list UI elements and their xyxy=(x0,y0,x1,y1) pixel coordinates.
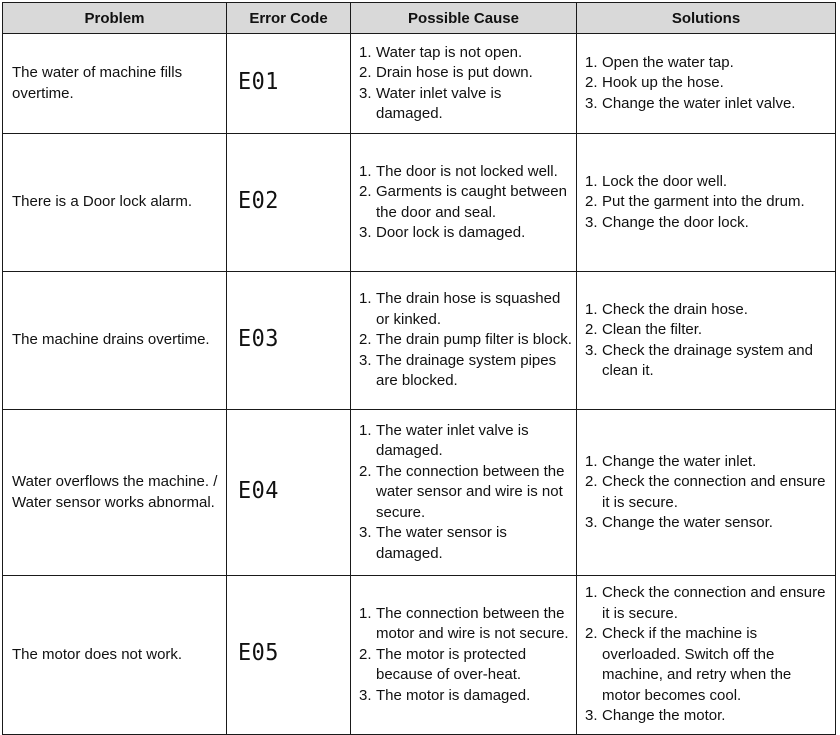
cause-cell xyxy=(351,34,577,134)
list-item: 3. Change the water inlet valve. xyxy=(585,94,796,112)
solution-cell xyxy=(577,410,836,576)
error-code-display: E03 xyxy=(238,325,279,352)
error-code-cell xyxy=(227,34,351,134)
cause-list xyxy=(359,289,572,392)
solution-list xyxy=(585,172,831,234)
list-item: 3. The motor is damaged. xyxy=(359,686,531,704)
cause-cell xyxy=(351,410,577,576)
list-item: 1. Check the drain hose. xyxy=(585,300,748,318)
solution-cell xyxy=(577,576,836,735)
list-item: 2. The motor is protected because of over-heat. xyxy=(359,645,527,684)
error-code-cell xyxy=(227,272,351,410)
list-item: 3. Change the door lock. xyxy=(585,213,749,231)
error-code-display: E04 xyxy=(238,477,279,504)
list-item: 2. The connection between the water sensor and wire is not secure. xyxy=(359,462,565,521)
list-item: 2. Clean the filter. xyxy=(585,321,703,338)
solution-list xyxy=(585,300,831,382)
list-item: 1. Lock the door well. xyxy=(585,172,728,190)
cause-list xyxy=(359,162,572,244)
table-row xyxy=(3,134,836,272)
error-code-display: E01 xyxy=(238,68,279,95)
list-item: 2. Drain hose is put down. xyxy=(359,64,533,81)
list-item: 1. Water tap is not open. xyxy=(359,43,523,61)
cause-cell xyxy=(351,576,577,735)
problem-cell: The machine drains overtime. xyxy=(3,272,227,410)
table-row xyxy=(3,34,836,134)
list-item: 1. The drain hose is squashed or kinked. xyxy=(359,290,561,328)
header-row xyxy=(3,3,836,34)
list-item: 1. The water inlet valve is damaged. xyxy=(359,421,529,460)
error-code-cell xyxy=(227,134,351,272)
list-item: 1. The door is not locked well. xyxy=(359,162,558,180)
table-row xyxy=(3,410,836,576)
error-code-cell xyxy=(227,576,351,735)
list-item: 1. The connection between the motor and wire is not secure. xyxy=(359,604,569,643)
cause-list xyxy=(359,604,572,707)
problem-cell: The water of machine fills overtime. xyxy=(3,34,227,134)
list-item: 1. Open the water tap. xyxy=(585,53,734,71)
error-code-display: E02 xyxy=(238,187,279,214)
cause-cell xyxy=(351,272,577,410)
table-row xyxy=(3,576,836,735)
solution-list xyxy=(585,452,831,534)
list-item: 3. Door lock is damaged. xyxy=(359,224,526,241)
cause-list xyxy=(359,43,572,125)
list-item: 2. The drain pump filter is block. xyxy=(359,331,572,349)
header-error-code: Error Code xyxy=(227,3,351,34)
list-item: 3. Change the motor. xyxy=(585,707,726,725)
list-item: 3. Check the drainage system and clean it. xyxy=(585,341,813,379)
header-problem: Problem xyxy=(3,3,227,34)
solution-list xyxy=(585,583,831,727)
list-item: 1. Check the connection and ensure it is secure. xyxy=(585,584,826,622)
cause-list xyxy=(359,421,572,565)
solution-cell xyxy=(577,272,836,410)
problem-cell: The motor does not work. xyxy=(3,576,227,735)
table-row xyxy=(3,272,836,410)
list-item: 2. Check the connection and ensure it is secure. xyxy=(585,473,826,511)
solution-cell xyxy=(577,34,836,134)
troubleshooting-sheet xyxy=(2,2,835,735)
list-item: 3. Change the water sensor. xyxy=(585,514,773,531)
solution-list xyxy=(585,53,831,115)
list-item: 2. Garments is caught between the door and seal. xyxy=(359,183,567,221)
troubleshooting-table xyxy=(2,2,836,735)
header-possible-cause: Possible Cause xyxy=(351,3,577,34)
problem-cell: There is a Door lock alarm. xyxy=(3,134,227,272)
cause-cell xyxy=(351,134,577,272)
list-item: 2. Put the garment into the drum. xyxy=(585,193,805,211)
problem-cell: Water overflows the machine. / Water sensor works abnormal. xyxy=(3,410,227,576)
error-code-cell xyxy=(227,410,351,576)
list-item: 3. The drainage system pipes are blocked. xyxy=(359,351,557,390)
solution-cell xyxy=(577,134,836,272)
list-item: 1. Change the water inlet. xyxy=(585,452,757,470)
error-code-display: E05 xyxy=(238,640,279,667)
list-item: 2. Check if the machine is overloaded. Switch off the machine, and retry when the motor becomes cool. xyxy=(585,625,792,704)
list-item: 2. Hook up the hose. xyxy=(585,74,724,92)
header-solutions: Solutions xyxy=(577,3,836,34)
list-item: 3. The water sensor is damaged. xyxy=(359,524,507,562)
list-item: 3. Water inlet valve is damaged. xyxy=(359,84,502,122)
